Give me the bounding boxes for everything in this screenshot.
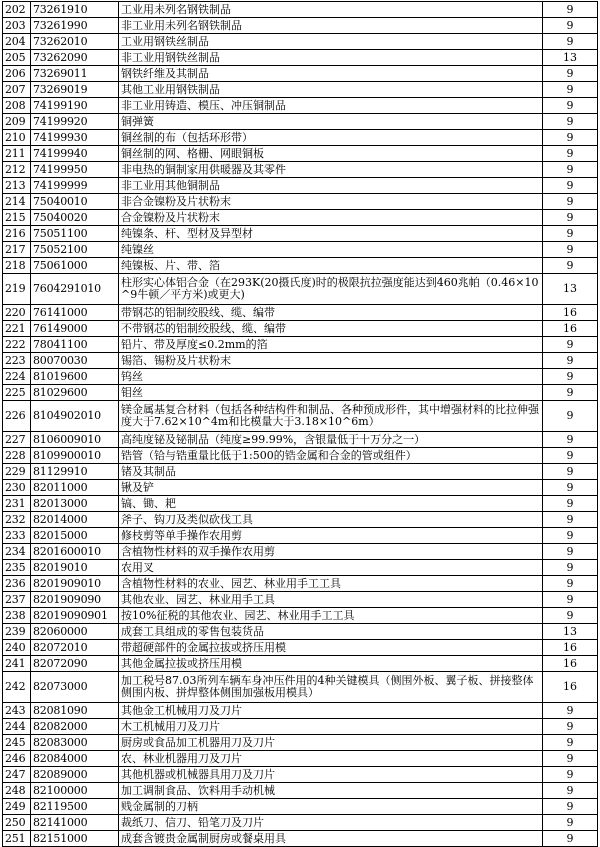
row-number: 242 bbox=[3, 672, 31, 703]
commodity-code: 82015000 bbox=[31, 528, 119, 544]
rebate-rate: 9 bbox=[543, 18, 598, 34]
row-number: 213 bbox=[3, 178, 31, 194]
commodity-code: 81019600 bbox=[31, 369, 119, 385]
rebate-rate: 13 bbox=[543, 274, 598, 305]
commodity-code: 73261990 bbox=[31, 18, 119, 34]
table-row bbox=[3, 18, 598, 34]
rebate-rate: 9 bbox=[543, 337, 598, 353]
commodity-code: 82060000 bbox=[31, 624, 119, 640]
rebate-rate: 16 bbox=[543, 305, 598, 321]
row-number: 209 bbox=[3, 114, 31, 130]
row-number: 216 bbox=[3, 226, 31, 242]
rebate-rate: 9 bbox=[543, 146, 598, 162]
table-row bbox=[3, 719, 598, 735]
row-number: 234 bbox=[3, 544, 31, 560]
rebate-rate: 9 bbox=[543, 464, 598, 480]
commodity-description: 非工业用其他铜制品 bbox=[119, 178, 543, 194]
table-row bbox=[3, 751, 598, 767]
rebate-rate: 9 bbox=[543, 528, 598, 544]
row-number: 206 bbox=[3, 66, 31, 82]
row-number: 245 bbox=[3, 735, 31, 751]
row-number: 238 bbox=[3, 608, 31, 624]
rebate-rate: 9 bbox=[543, 98, 598, 114]
commodity-description: 按10%征税的其他农业、园艺、林业用手工工具 bbox=[119, 608, 543, 624]
row-number: 205 bbox=[3, 50, 31, 66]
commodity-description: 锆管（铪与锆重量比低于1:500的锆金属和合金的管或组件） bbox=[119, 448, 543, 464]
rebate-rate: 9 bbox=[543, 34, 598, 50]
rebate-rate: 9 bbox=[543, 66, 598, 82]
commodity-description: 锹及铲 bbox=[119, 480, 543, 496]
tariff-table-body bbox=[3, 2, 598, 847]
rebate-rate: 9 bbox=[543, 735, 598, 751]
row-number: 211 bbox=[3, 146, 31, 162]
rebate-rate: 9 bbox=[543, 114, 598, 130]
table-row bbox=[3, 815, 598, 831]
rebate-rate: 9 bbox=[543, 432, 598, 448]
rebate-rate: 9 bbox=[543, 226, 598, 242]
commodity-description: 非工业用未列名钢铁制品 bbox=[119, 18, 543, 34]
rebate-rate: 9 bbox=[543, 496, 598, 512]
rebate-rate: 9 bbox=[543, 480, 598, 496]
table-row bbox=[3, 98, 598, 114]
table-row bbox=[3, 226, 598, 242]
commodity-code: 74199190 bbox=[31, 98, 119, 114]
commodity-code: 78041100 bbox=[31, 337, 119, 353]
rebate-rate: 9 bbox=[543, 130, 598, 146]
commodity-code: 7604291010 bbox=[31, 274, 119, 305]
commodity-code: 76141000 bbox=[31, 305, 119, 321]
table-row bbox=[3, 640, 598, 656]
table-row bbox=[3, 624, 598, 640]
commodity-code: 82019090901 bbox=[31, 608, 119, 624]
commodity-description: 工业用未列名钢铁制品 bbox=[119, 2, 543, 18]
commodity-code: 82081090 bbox=[31, 703, 119, 719]
rebate-rate: 9 bbox=[543, 767, 598, 783]
commodity-description: 含植物性材料的农业、园艺、林业用手工工具 bbox=[119, 576, 543, 592]
commodity-description: 合金镍粉及片状粉末 bbox=[119, 210, 543, 226]
table-row bbox=[3, 114, 598, 130]
commodity-description: 裁纸刀、信刀、铅笔刀及刀片 bbox=[119, 815, 543, 831]
commodity-description: 工业用钢铁丝制品 bbox=[119, 34, 543, 50]
commodity-code: 73262010 bbox=[31, 34, 119, 50]
row-number: 212 bbox=[3, 162, 31, 178]
row-number: 225 bbox=[3, 385, 31, 401]
table-row bbox=[3, 608, 598, 624]
commodity-description: 纯镍条、杆、型材及异型材 bbox=[119, 226, 543, 242]
rebate-rate: 9 bbox=[543, 258, 598, 274]
table-row bbox=[3, 831, 598, 847]
commodity-code: 8104902010 bbox=[31, 401, 119, 432]
commodity-description: 铜丝制的布（包括环形带） bbox=[119, 130, 543, 146]
rebate-rate: 9 bbox=[543, 576, 598, 592]
commodity-description: 非合金镍粉及片状粉末 bbox=[119, 194, 543, 210]
commodity-description: 带钢芯的铝制绞股线、缆、编带 bbox=[119, 305, 543, 321]
commodity-description: 农用叉 bbox=[119, 560, 543, 576]
commodity-code: 82072010 bbox=[31, 640, 119, 656]
commodity-code: 80070030 bbox=[31, 353, 119, 369]
commodity-description: 铅片、带及厚度≤0.2mm的箔 bbox=[119, 337, 543, 353]
commodity-description: 铜弹簧 bbox=[119, 114, 543, 130]
row-number: 224 bbox=[3, 369, 31, 385]
commodity-code: 82073000 bbox=[31, 672, 119, 703]
commodity-code: 82011000 bbox=[31, 480, 119, 496]
table-row bbox=[3, 528, 598, 544]
row-number: 214 bbox=[3, 194, 31, 210]
commodity-description: 非工业用钢铁丝制品 bbox=[119, 50, 543, 66]
commodity-code: 82014000 bbox=[31, 512, 119, 528]
commodity-code: 74199940 bbox=[31, 146, 119, 162]
commodity-code: 8201600010 bbox=[31, 544, 119, 560]
table-row bbox=[3, 432, 598, 448]
commodity-description: 非工业用铸造、模压、冲压铜制品 bbox=[119, 98, 543, 114]
row-number: 227 bbox=[3, 432, 31, 448]
rebate-rate: 9 bbox=[543, 2, 598, 18]
table-row bbox=[3, 735, 598, 751]
rebate-rate: 9 bbox=[543, 608, 598, 624]
commodity-code: 8201909010 bbox=[31, 576, 119, 592]
table-row bbox=[3, 50, 598, 66]
commodity-description: 其他金工机械用刀及刀片 bbox=[119, 703, 543, 719]
rebate-rate: 9 bbox=[543, 751, 598, 767]
rebate-rate: 9 bbox=[543, 799, 598, 815]
table-row bbox=[3, 146, 598, 162]
row-number: 247 bbox=[3, 767, 31, 783]
row-number: 232 bbox=[3, 512, 31, 528]
commodity-description: 镁金属基复合材料（包括各种结构件和制品、各种预成形件，其中增强材料的比拉伸强度大于7.62×10^4m和比模量大于3.18×10^6m） bbox=[119, 401, 543, 432]
row-number: 217 bbox=[3, 242, 31, 258]
rebate-rate: 9 bbox=[543, 703, 598, 719]
table-row bbox=[3, 401, 598, 432]
commodity-code: 73261910 bbox=[31, 2, 119, 18]
commodity-code: 8201909090 bbox=[31, 592, 119, 608]
rebate-rate: 9 bbox=[543, 210, 598, 226]
rebate-rate: 9 bbox=[543, 353, 598, 369]
commodity-description: 农、林业机器用刀及刀片 bbox=[119, 751, 543, 767]
commodity-code: 74199999 bbox=[31, 178, 119, 194]
row-number: 207 bbox=[3, 82, 31, 98]
commodity-description: 其他工业用钢铁制品 bbox=[119, 82, 543, 98]
commodity-description: 纯镍丝 bbox=[119, 242, 543, 258]
table-row bbox=[3, 82, 598, 98]
commodity-code: 75061000 bbox=[31, 258, 119, 274]
commodity-code: 8109900010 bbox=[31, 448, 119, 464]
table-row bbox=[3, 672, 598, 703]
row-number: 235 bbox=[3, 560, 31, 576]
row-number: 236 bbox=[3, 576, 31, 592]
table-row bbox=[3, 369, 598, 385]
rebate-rate: 9 bbox=[543, 831, 598, 847]
row-number: 244 bbox=[3, 719, 31, 735]
commodity-description: 不带钢芯的铝制绞股线、缆、编带 bbox=[119, 321, 543, 337]
row-number: 243 bbox=[3, 703, 31, 719]
row-number: 208 bbox=[3, 98, 31, 114]
table-row bbox=[3, 305, 598, 321]
rebate-rate: 9 bbox=[543, 82, 598, 98]
table-row bbox=[3, 448, 598, 464]
commodity-code: 82100000 bbox=[31, 783, 119, 799]
commodity-description: 木工机械用刀及刀片 bbox=[119, 719, 543, 735]
table-row bbox=[3, 242, 598, 258]
rebate-rate: 9 bbox=[543, 162, 598, 178]
row-number: 222 bbox=[3, 337, 31, 353]
commodity-code: 82151000 bbox=[31, 831, 119, 847]
tariff-table bbox=[2, 1, 598, 847]
table-row bbox=[3, 162, 598, 178]
commodity-code: 82013000 bbox=[31, 496, 119, 512]
commodity-code: 8106009010 bbox=[31, 432, 119, 448]
row-number: 230 bbox=[3, 480, 31, 496]
table-row bbox=[3, 274, 598, 305]
commodity-description: 含植物性材料的双手操作农用剪 bbox=[119, 544, 543, 560]
commodity-description: 其他农业、园艺、林业用手工具 bbox=[119, 592, 543, 608]
commodity-code: 73269019 bbox=[31, 82, 119, 98]
commodity-description: 加工税号87.03所列车辆车身冲压件用的4种关键模具（侧围外板、翼子板、拼接整体侧围内板、拼焊整体侧围加强板用模具） bbox=[119, 672, 543, 703]
commodity-description: 成套工具组成的零售包装货品 bbox=[119, 624, 543, 640]
row-number: 221 bbox=[3, 321, 31, 337]
table-row bbox=[3, 34, 598, 50]
rebate-rate: 9 bbox=[543, 512, 598, 528]
commodity-code: 82141000 bbox=[31, 815, 119, 831]
rebate-rate: 16 bbox=[543, 640, 598, 656]
table-row bbox=[3, 576, 598, 592]
row-number: 210 bbox=[3, 130, 31, 146]
commodity-description: 加工调制食品、饮料用手动机械 bbox=[119, 783, 543, 799]
commodity-description: 锡箔、锡粉及片状粉末 bbox=[119, 353, 543, 369]
commodity-description: 钼丝 bbox=[119, 385, 543, 401]
table-row bbox=[3, 512, 598, 528]
commodity-description: 钨丝 bbox=[119, 369, 543, 385]
table-row bbox=[3, 496, 598, 512]
table-row bbox=[3, 592, 598, 608]
table-row bbox=[3, 480, 598, 496]
row-number: 219 bbox=[3, 274, 31, 305]
commodity-description: 贱金属制的刀柄 bbox=[119, 799, 543, 815]
row-number: 248 bbox=[3, 783, 31, 799]
rebate-rate: 9 bbox=[543, 242, 598, 258]
row-number: 237 bbox=[3, 592, 31, 608]
rebate-rate: 9 bbox=[543, 544, 598, 560]
table-row bbox=[3, 544, 598, 560]
table-row bbox=[3, 767, 598, 783]
rebate-rate: 9 bbox=[543, 560, 598, 576]
row-number: 204 bbox=[3, 34, 31, 50]
commodity-code: 74199930 bbox=[31, 130, 119, 146]
rebate-rate: 13 bbox=[543, 50, 598, 66]
row-number: 203 bbox=[3, 18, 31, 34]
commodity-code: 82083000 bbox=[31, 735, 119, 751]
table-row bbox=[3, 560, 598, 576]
commodity-description: 其他金属拉拔或挤压用模 bbox=[119, 656, 543, 672]
row-number: 246 bbox=[3, 751, 31, 767]
row-number: 229 bbox=[3, 464, 31, 480]
commodity-description: 纯镍板、片、带、箔 bbox=[119, 258, 543, 274]
rebate-rate: 9 bbox=[543, 385, 598, 401]
commodity-code: 82082000 bbox=[31, 719, 119, 735]
rebate-rate: 9 bbox=[543, 592, 598, 608]
commodity-code: 75040020 bbox=[31, 210, 119, 226]
table-row bbox=[3, 178, 598, 194]
row-number: 226 bbox=[3, 401, 31, 432]
commodity-code: 74199920 bbox=[31, 114, 119, 130]
table-row bbox=[3, 130, 598, 146]
commodity-code: 76149000 bbox=[31, 321, 119, 337]
rebate-rate: 16 bbox=[543, 672, 598, 703]
rebate-rate: 9 bbox=[543, 448, 598, 464]
commodity-description: 钢铁纤维及其制品 bbox=[119, 66, 543, 82]
table-row bbox=[3, 210, 598, 226]
row-number: 233 bbox=[3, 528, 31, 544]
row-number: 239 bbox=[3, 624, 31, 640]
commodity-code: 75052100 bbox=[31, 242, 119, 258]
commodity-description: 非电热的铜制家用供暖器及其零件 bbox=[119, 162, 543, 178]
table-row bbox=[3, 321, 598, 337]
table-row bbox=[3, 783, 598, 799]
row-number: 231 bbox=[3, 496, 31, 512]
rebate-rate: 16 bbox=[543, 656, 598, 672]
rebate-rate: 16 bbox=[543, 321, 598, 337]
commodity-code: 75040010 bbox=[31, 194, 119, 210]
commodity-description: 带超硬部件的金属拉拔或挤压用模 bbox=[119, 640, 543, 656]
commodity-code: 73262090 bbox=[31, 50, 119, 66]
commodity-description: 其他机器或机械器具用刀及刀片 bbox=[119, 767, 543, 783]
row-number: 251 bbox=[3, 831, 31, 847]
commodity-description: 成套含镀贵金属制厨房或餐桌用具 bbox=[119, 831, 543, 847]
row-number: 228 bbox=[3, 448, 31, 464]
table-row bbox=[3, 337, 598, 353]
commodity-code: 81129910 bbox=[31, 464, 119, 480]
commodity-code: 73269011 bbox=[31, 66, 119, 82]
table-row bbox=[3, 2, 598, 18]
row-number: 215 bbox=[3, 210, 31, 226]
commodity-description: 铜丝制的网、格栅、网眼铜板 bbox=[119, 146, 543, 162]
commodity-code: 74199950 bbox=[31, 162, 119, 178]
commodity-description: 锗及其制品 bbox=[119, 464, 543, 480]
row-number: 218 bbox=[3, 258, 31, 274]
commodity-code: 82019010 bbox=[31, 560, 119, 576]
commodity-description: 高纯度铋及铋制品（纯度≥99.99%，含银量低于十万分之一） bbox=[119, 432, 543, 448]
commodity-code: 82084000 bbox=[31, 751, 119, 767]
row-number: 249 bbox=[3, 799, 31, 815]
table-row bbox=[3, 656, 598, 672]
commodity-code: 82089000 bbox=[31, 767, 119, 783]
table-row bbox=[3, 703, 598, 719]
row-number: 223 bbox=[3, 353, 31, 369]
commodity-code: 82072090 bbox=[31, 656, 119, 672]
row-number: 202 bbox=[3, 2, 31, 18]
row-number: 250 bbox=[3, 815, 31, 831]
commodity-description: 镐、锄、耙 bbox=[119, 496, 543, 512]
table-row bbox=[3, 353, 598, 369]
table-row bbox=[3, 799, 598, 815]
commodity-description: 柱形实心体铝合金（在293K(20摄氏度)时的极限抗拉强度能达到460兆帕（0.46×10^9牛顿／平方米)或更大) bbox=[119, 274, 543, 305]
table-row bbox=[3, 464, 598, 480]
rebate-rate: 9 bbox=[543, 719, 598, 735]
table-row bbox=[3, 66, 598, 82]
table-row bbox=[3, 385, 598, 401]
rebate-rate: 9 bbox=[543, 369, 598, 385]
table-row bbox=[3, 258, 598, 274]
rebate-rate: 9 bbox=[543, 194, 598, 210]
commodity-description: 修枝剪等单手操作农用剪 bbox=[119, 528, 543, 544]
rebate-rate: 9 bbox=[543, 401, 598, 432]
commodity-description: 厨房或食品加工机器用刀及刀片 bbox=[119, 735, 543, 751]
commodity-code: 82119500 bbox=[31, 799, 119, 815]
commodity-code: 75051100 bbox=[31, 226, 119, 242]
rebate-rate: 9 bbox=[543, 815, 598, 831]
rebate-rate: 9 bbox=[543, 783, 598, 799]
row-number: 241 bbox=[3, 656, 31, 672]
row-number: 240 bbox=[3, 640, 31, 656]
rebate-rate: 13 bbox=[543, 624, 598, 640]
rebate-rate: 9 bbox=[543, 178, 598, 194]
row-number: 220 bbox=[3, 305, 31, 321]
commodity-description: 斧子、钩刀及类似砍伐工具 bbox=[119, 512, 543, 528]
table-row bbox=[3, 194, 598, 210]
commodity-code: 81029600 bbox=[31, 385, 119, 401]
